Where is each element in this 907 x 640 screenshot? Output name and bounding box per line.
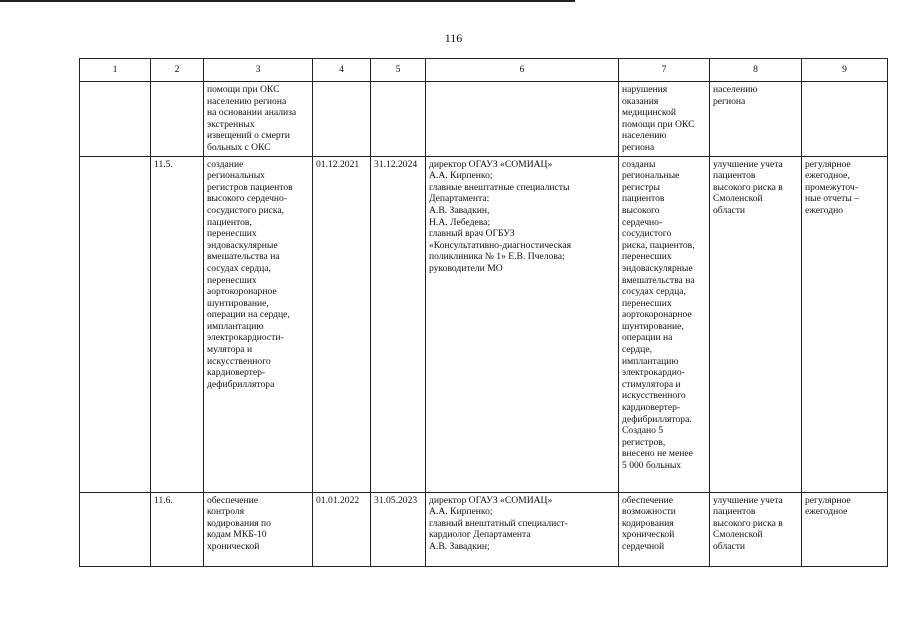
- start-date-cell: [313, 82, 371, 157]
- column-header: 1: [80, 59, 151, 82]
- effect-cell: населению региона: [710, 82, 802, 157]
- item-number-cell: 11.6.: [151, 492, 204, 566]
- column-header: 9: [802, 59, 888, 82]
- section-cell: [80, 156, 151, 492]
- end-date-cell: 31.12.2024: [371, 156, 426, 492]
- effect-cell: улучшение учета пациентов высокого риска в Смоленской области: [710, 492, 802, 566]
- column-number-row: [80, 59, 888, 82]
- result-cell: обеспечение возможности кодирования хронической сердечной: [619, 492, 710, 566]
- column-header: 8: [710, 59, 802, 82]
- reporting-cell: регулярное ежегодное: [802, 492, 888, 566]
- start-date-cell: 01.01.2022: [313, 492, 371, 566]
- effect-cell: улучшение учета пациентов высокого риска в Смоленской области: [710, 156, 802, 492]
- responsible-cell: директор ОГАУЗ «СОМИАЦ» А.А. Кирпенко; главные внештатные специалисты Департамента: А.В. Завадкин, Н.А. Лебедева; главный врач ОГБУЗ «Консультативно-диагностическая поликлиника № 1» Е.В. Пчелова; руководители МО: [426, 156, 619, 492]
- measure-name-cell: помощи при ОКС населению региона на основании анализа экстренных извещений о смерти больных с ОКС: [204, 82, 313, 157]
- measures-table: [79, 58, 888, 567]
- table-row: [80, 156, 888, 492]
- result-cell: нарушения оказания медицинской помощи при ОКС населению региона: [619, 82, 710, 157]
- column-header: 3: [204, 59, 313, 82]
- result-cell: созданы региональные регистры пациентов высокого сердечно- сосудистого риска, пациентов, перенесших эндоваскулярные вмешательства на сосудах сердца, перенесших аортокоронарное шунтирование, операции на сердце, имплантацию электрокардио- стимулятора и искусственного кардиовертер- дефибриллятора. Создано 5 регистров, внесено не менее 5 000 больных: [619, 156, 710, 492]
- reporting-cell: регулярное ежегодное, промежуточ- ные отчеты – ежегодно: [802, 156, 888, 492]
- end-date-cell: 31.05.2023: [371, 492, 426, 566]
- column-header: 2: [151, 59, 204, 82]
- reporting-cell: [802, 82, 888, 157]
- item-number-cell: 11.5.: [151, 156, 204, 492]
- column-header: 7: [619, 59, 710, 82]
- section-cell: [80, 82, 151, 157]
- section-cell: [80, 492, 151, 566]
- table-row: [80, 492, 888, 566]
- measure-name-cell: обеспечение контроля кодирования по кодам МКБ-10 хронической: [204, 492, 313, 566]
- column-header: 4: [313, 59, 371, 82]
- start-date-cell: 01.12.2021: [313, 156, 371, 492]
- end-date-cell: [371, 82, 426, 157]
- top-rule: [0, 0, 575, 2]
- item-number-cell: [151, 82, 204, 157]
- column-header: 5: [371, 59, 426, 82]
- responsible-cell: [426, 82, 619, 157]
- column-header: 6: [426, 59, 619, 82]
- page-number: 116: [444, 31, 463, 45]
- table-row: [80, 82, 888, 157]
- responsible-cell: директор ОГАУЗ «СОМИАЦ» А.А. Кирпенко; главный внештатный специалист- кардиолог Департамента А.В. Завадкин;: [426, 492, 619, 566]
- measure-name-cell: создание региональных регистров пациентов высокого сердечно- сосудистого риска, пациентов, перенесших эндоваскулярные вмешательства на сосудах сердца, перенесших аортокоронарное шунтирование, операции на сердце, имплантацию электрокардиости- мулятора и искусственного кардиовертер- дефибриллятора: [204, 156, 313, 492]
